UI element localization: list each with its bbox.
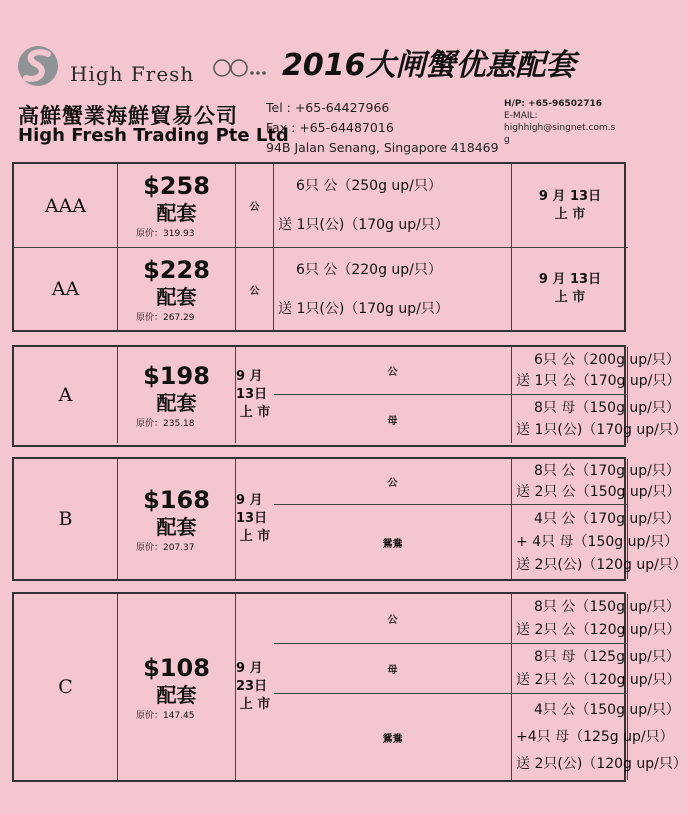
gender-cell: 公 [274, 459, 512, 505]
package-price: $198 [143, 361, 210, 390]
description-line: 送 2只(公)（120g up/只） [516, 557, 687, 574]
email-line-1: highhigh@singnet.com.s [504, 123, 616, 133]
original-price: 原价：267.29 [136, 312, 195, 323]
gender-cell: 母 [274, 644, 512, 694]
description-line: 送 1只(公)（170g up/只） [516, 422, 687, 438]
description-line: + 4只 母（150g up/只） [516, 533, 679, 550]
launch-date: 9 月 13日 [538, 188, 602, 204]
original-price: 原价：207.37 [136, 542, 195, 553]
price-cell [118, 164, 236, 248]
original-price: 原价：319.93 [136, 229, 195, 239]
launch-date-cell [236, 459, 274, 579]
address-line: 94B Jalan Senang, Singapore 418469 [266, 140, 499, 155]
package-block-a [12, 345, 687, 447]
launch-date: 9 月 13日 [236, 493, 268, 526]
price-cell [118, 459, 236, 579]
price-cell [118, 347, 236, 443]
package-label: 配套 [156, 284, 197, 309]
company-name-chinese: 高鮮蟹業海鮮貿易公司 [18, 104, 238, 128]
package-price: $168 [143, 485, 210, 514]
package-label: 配套 [156, 390, 197, 415]
description-cell [512, 347, 681, 395]
package-block-c [12, 592, 687, 782]
original-price: 原价：147.45 [136, 710, 195, 721]
launch-date: 9 月 13日 [538, 272, 602, 287]
package-price: $258 [143, 172, 210, 200]
grade-cell: AA [14, 248, 118, 330]
description-cell [512, 395, 687, 443]
description-line: 送 1只(公)（170g up/只） [278, 300, 449, 317]
description-line: 8只 母（150g up/只） [534, 400, 680, 416]
description-cell [512, 505, 687, 579]
launch-status: 上 市 [554, 290, 586, 305]
description-line: 送 2只 公（120g up/只） [516, 621, 681, 638]
launch-date-cell [512, 248, 628, 330]
grade-cell: C [14, 594, 118, 780]
description-cell [274, 248, 512, 330]
launch-date-cell [236, 594, 274, 780]
package-block-aaa-aa [12, 162, 626, 332]
gender-cell: 公 [274, 594, 512, 644]
tel-line: Tel : +65-64427966 [266, 100, 390, 115]
gender-cell: 鴛鴦 [274, 694, 512, 780]
description-line: 送 1只 公（170g up/只） [516, 373, 681, 390]
shrimp-s-logo-icon [18, 46, 58, 86]
description-line: 8只 公（170g up/只） [534, 463, 680, 480]
gender-cell: 母 [274, 395, 512, 443]
email-line-2: g [504, 135, 510, 145]
grade-cell: A [14, 347, 118, 443]
description-line: 送 2只 公（120g up/只） [516, 671, 681, 688]
description-line: 6只 公（200g up/只） [534, 351, 680, 368]
grade-cell: B [14, 459, 118, 579]
gender-cell: 公 [236, 164, 274, 248]
description-line: 4只 公（150g up/只） [534, 701, 680, 718]
launch-status: 上 市 [554, 206, 586, 222]
price-cell [118, 248, 236, 330]
description-line: 6只 公（250g up/只） [296, 177, 442, 194]
launch-date-cell [236, 347, 274, 443]
description-cell [512, 594, 681, 644]
hp-line: H/P: +65-96502716 [504, 99, 603, 109]
package-price: $228 [143, 255, 210, 284]
package-price: $108 [143, 653, 210, 682]
description-line: 送 2只(公)（120g up/只） [516, 756, 687, 773]
brand-name: High Fresh [70, 62, 195, 86]
description-cell [274, 164, 512, 248]
gender-cell: 鴛鴦 [274, 505, 512, 579]
package-label: 配套 [156, 514, 197, 539]
description-line: 6只 公（220g up/只） [296, 261, 442, 278]
description-line: 4只 公（170g up/只） [534, 510, 680, 527]
description-line: 8只 公（150g up/只） [534, 599, 680, 616]
company-name-english: High Fresh Trading Pte Ltd [18, 125, 289, 146]
brand-badge-icon [214, 60, 266, 76]
launch-date-cell [512, 164, 628, 248]
description-line: +4只 母（125g up/只） [516, 728, 674, 745]
grade-cell: AAA [14, 164, 118, 248]
email-label: E-MAIL: [504, 111, 538, 121]
description-line: 送 1只(公)（170g up/只） [278, 217, 449, 234]
description-line: 送 2只 公（150g up/只） [516, 483, 681, 500]
launch-status: 上 市 [239, 529, 271, 544]
price-cell [118, 594, 236, 780]
package-label: 配套 [156, 682, 197, 707]
package-block-b [12, 457, 687, 581]
launch-status: 上 市 [239, 697, 271, 712]
contact-block [266, 98, 499, 158]
description-cell [512, 459, 681, 505]
hp-email-block [504, 98, 634, 146]
gender-cell: 公 [274, 347, 512, 395]
description-cell [512, 694, 687, 780]
launch-date: 9 月 23日 [236, 661, 268, 694]
description-cell [512, 644, 681, 694]
launch-date: 9 月 13日 [236, 369, 268, 402]
original-price: 原价：235.18 [136, 418, 195, 429]
launch-status: 上 市 [239, 405, 271, 420]
page-title: 2016大闸蟹优惠配套 [282, 48, 576, 83]
description-line: 8只 母（125g up/只） [534, 649, 680, 666]
gender-cell: 公 [236, 248, 274, 330]
fax-line: Fax : +65-64487016 [266, 120, 394, 135]
package-label: 配套 [156, 201, 197, 225]
